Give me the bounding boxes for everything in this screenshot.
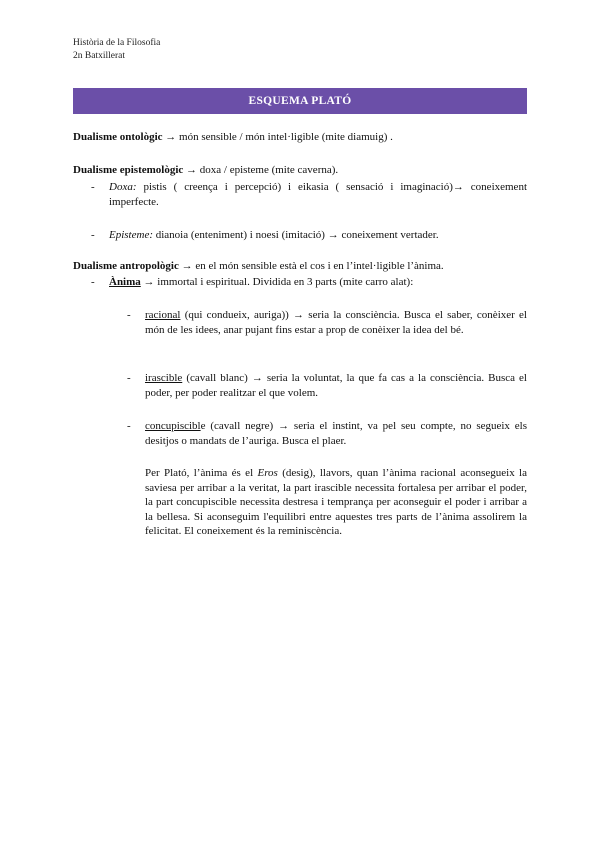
concupiscible-text: (cavall negre) → seria el instint, va pel seu compte, no segueix els desitjos o mandats de l’auriga. Busca el plaer. <box>145 420 527 447</box>
episteme-bullet: - <box>91 229 95 241</box>
racional-bullet: - <box>127 309 131 321</box>
anima-text: → immortal i espiritual. Dividida en 3 parts (mite carro alat): <box>140 276 414 288</box>
conclusion-paragraph <box>145 466 527 539</box>
concupiscible-bullet: - <box>127 420 131 432</box>
title-banner <box>73 88 527 114</box>
antropologic-label: Dualisme antropològic <box>73 260 179 272</box>
conclusion-eros: Eros <box>257 467 278 479</box>
epistemologic-text: → doxa / episteme (mite caverna). <box>183 164 339 176</box>
irascible-bullet: - <box>127 372 131 384</box>
racional-text: (qui condueix, auriga)) → seria la consciència. Busca el saber, conèixer el món de les idees, anar pujant fins estar a prop de conèixer la idea del bé. <box>145 309 527 336</box>
irascible-text: (cavall blanc) → seria la voluntat, la que fa cas a la consciència. Busca el poder, per poder realitzar el que volem. <box>145 372 527 399</box>
racional-term: racional <box>145 309 181 321</box>
racional-item <box>145 308 527 337</box>
banner-title: ESQUEMA PLATÓ <box>248 95 352 107</box>
doxa-term: Doxa: <box>109 181 137 193</box>
irascible-term: irascible <box>145 372 183 384</box>
anima-bullet: - <box>91 276 95 288</box>
epistemologic-label: Dualisme epistemològic <box>73 164 184 176</box>
doxa-bullet: - <box>91 181 95 193</box>
ontologic-label: Dualisme ontològic <box>73 131 163 143</box>
episteme-text: dianoia (enteniment) i noesi (imitació) → coneixement vertader. <box>152 229 439 241</box>
ontologic-line <box>73 130 527 145</box>
conclusion-part-a: Per Plató, l’ànima és el <box>145 467 258 479</box>
anima-term: Ànima <box>109 276 141 288</box>
antropologic-text: → en el món sensible està el cos i en l’intel·ligible l’ànima. <box>178 260 444 272</box>
document-header <box>73 37 160 62</box>
concupiscible-item <box>145 419 527 448</box>
ontologic-text: → món sensible / món intel·ligible (mite diamuig) . <box>162 131 393 143</box>
irascible-item <box>145 371 527 400</box>
episteme-item <box>109 228 527 243</box>
concupiscible-tail: e <box>200 420 206 432</box>
concupiscible-term: concupiscibl <box>145 420 201 432</box>
epistemologic-line <box>73 163 527 178</box>
conclusion-part-b: (desig), llavors, quan l’ànima racional aconsegueix la saviesa per arribar a la veritat, la part irascible necessita fortalesa per arribar el poder, la part concupiscible necessita destresa i temprança per aconseguir el poder i arribar a la bellesa. Si aconseguim l'equilibri entre aquestes tres parts de l’ànima assolirem la felicitat. El coneixement és la reminiscència. <box>145 467 527 537</box>
doxa-item <box>109 180 527 209</box>
anima-item <box>109 275 527 290</box>
header-course: 2n Batxillerat <box>73 50 125 61</box>
antropologic-line <box>73 259 527 274</box>
episteme-term: Episteme: <box>109 229 153 241</box>
header-subject: Història de la Filosofia <box>73 38 161 48</box>
doxa-text: pistis ( creença i percepció) i eikasia ( sensació i imaginació)→ coneixement imperfecte. <box>109 181 527 208</box>
